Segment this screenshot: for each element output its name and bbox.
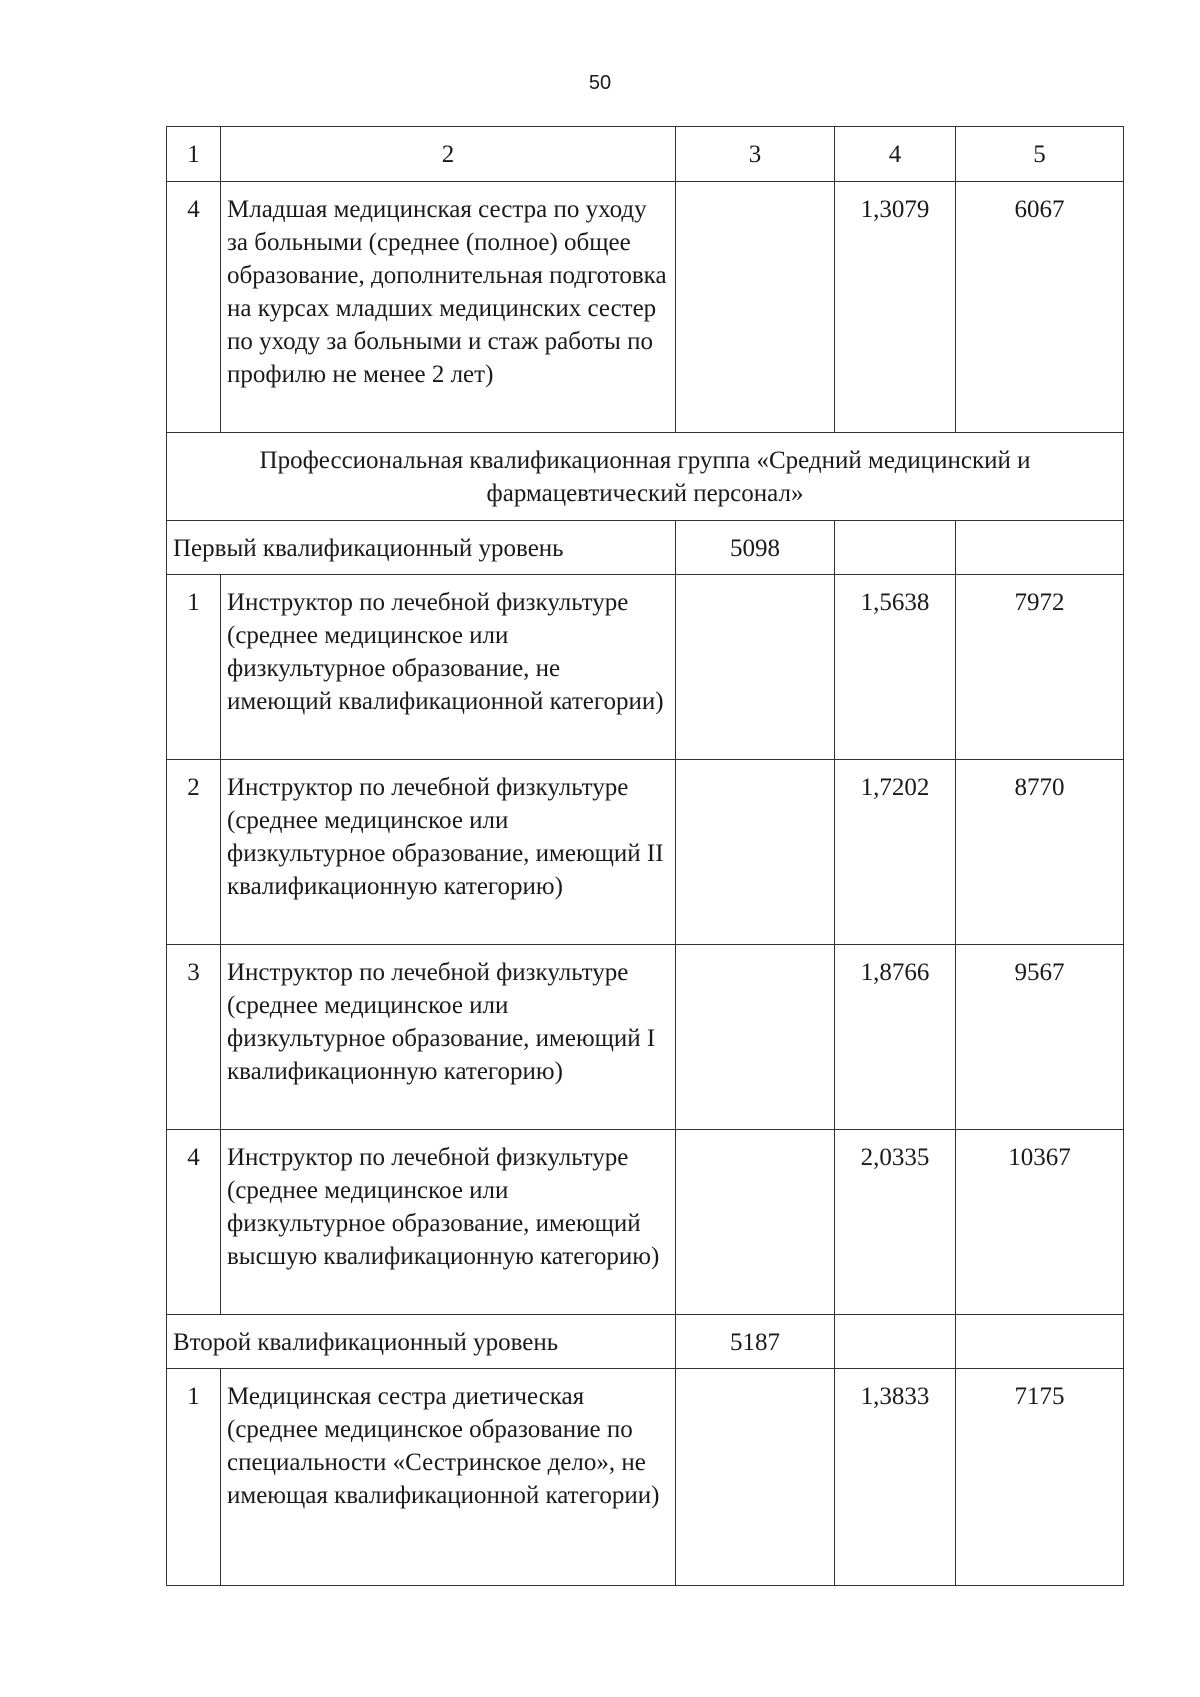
salary-table — [166, 126, 1124, 1586]
group-heading-row — [167, 433, 1124, 521]
salary: 10367 — [956, 1130, 1124, 1315]
header-col-5: 5 — [956, 127, 1124, 182]
position-description: Инструктор по лечебной физкультуре (среднее медицинское или физкультурное образование, имеющий II квалификационную категорию) — [221, 760, 676, 945]
header-col-4: 4 — [835, 127, 956, 182]
header-col-2: 2 — [221, 127, 676, 182]
table-row — [167, 760, 1124, 945]
base-salary — [676, 760, 835, 945]
base-salary — [676, 1369, 835, 1586]
coefficient: 1,3079 — [835, 182, 956, 433]
page-number: 50 — [588, 72, 612, 94]
base-salary — [676, 945, 835, 1130]
level-title: Второй квалификационный уровень — [167, 1315, 676, 1369]
base-salary: 5098 — [676, 521, 835, 575]
salary: 7175 — [956, 1369, 1124, 1586]
level-title: Первый квалификационный уровень — [167, 521, 676, 575]
base-salary — [676, 1130, 835, 1315]
header-col-3: 3 — [676, 127, 835, 182]
row-number: 3 — [167, 945, 221, 1130]
header-col-1: 1 — [167, 127, 221, 182]
table-row — [167, 945, 1124, 1130]
row-number: 4 — [167, 182, 221, 433]
position-description: Инструктор по лечебной физкультуре (среднее медицинское или физкультурное образование, не имеющий квалификационной категории) — [221, 575, 676, 760]
coefficient: 1,5638 — [835, 575, 956, 760]
coefficient: 1,7202 — [835, 760, 956, 945]
position-description: Младшая медицинская сестра по уходу за больными (среднее (полное) общее образование, дополнительная подготовка на курсах младших медицинских сестер по уходу за больными и стаж работы по профилю не менее 2 лет) — [221, 182, 676, 433]
salary: 9567 — [956, 945, 1124, 1130]
coefficient: 1,3833 — [835, 1369, 956, 1586]
salary: 8770 — [956, 760, 1124, 945]
row-number: 4 — [167, 1130, 221, 1315]
position-description: Инструктор по лечебной физкультуре (среднее медицинское или физкультурное образование, имеющий I квалификационную категорию) — [221, 945, 676, 1130]
row-number: 2 — [167, 760, 221, 945]
base-salary — [676, 182, 835, 433]
row-number: 1 — [167, 575, 221, 760]
group-heading: Профессиональная квалификационная группа «Средний медицинский и фармацевтический персонал» — [167, 433, 1124, 521]
coefficient: 2,0335 — [835, 1130, 956, 1315]
level-row — [167, 1315, 1124, 1369]
salary: 6067 — [956, 182, 1124, 433]
coefficient — [835, 521, 956, 575]
base-salary — [676, 575, 835, 760]
position-description: Медицинская сестра диетическая (среднее медицинское образование по специальности «Сестринское дело», не имеющая квалификационной категории) — [221, 1369, 676, 1586]
row-number: 1 — [167, 1369, 221, 1586]
coefficient: 1,8766 — [835, 945, 956, 1130]
table-row — [167, 182, 1124, 433]
table-header-row — [167, 127, 1124, 182]
table-row — [167, 1130, 1124, 1315]
table-row — [167, 575, 1124, 760]
level-row — [167, 521, 1124, 575]
salary — [956, 521, 1124, 575]
table-row — [167, 1369, 1124, 1586]
base-salary: 5187 — [676, 1315, 835, 1369]
salary — [956, 1315, 1124, 1369]
position-description: Инструктор по лечебной физкультуре (среднее медицинское или физкультурное образование, имеющий высшую квалификационную категорию) — [221, 1130, 676, 1315]
coefficient — [835, 1315, 956, 1369]
salary: 7972 — [956, 575, 1124, 760]
